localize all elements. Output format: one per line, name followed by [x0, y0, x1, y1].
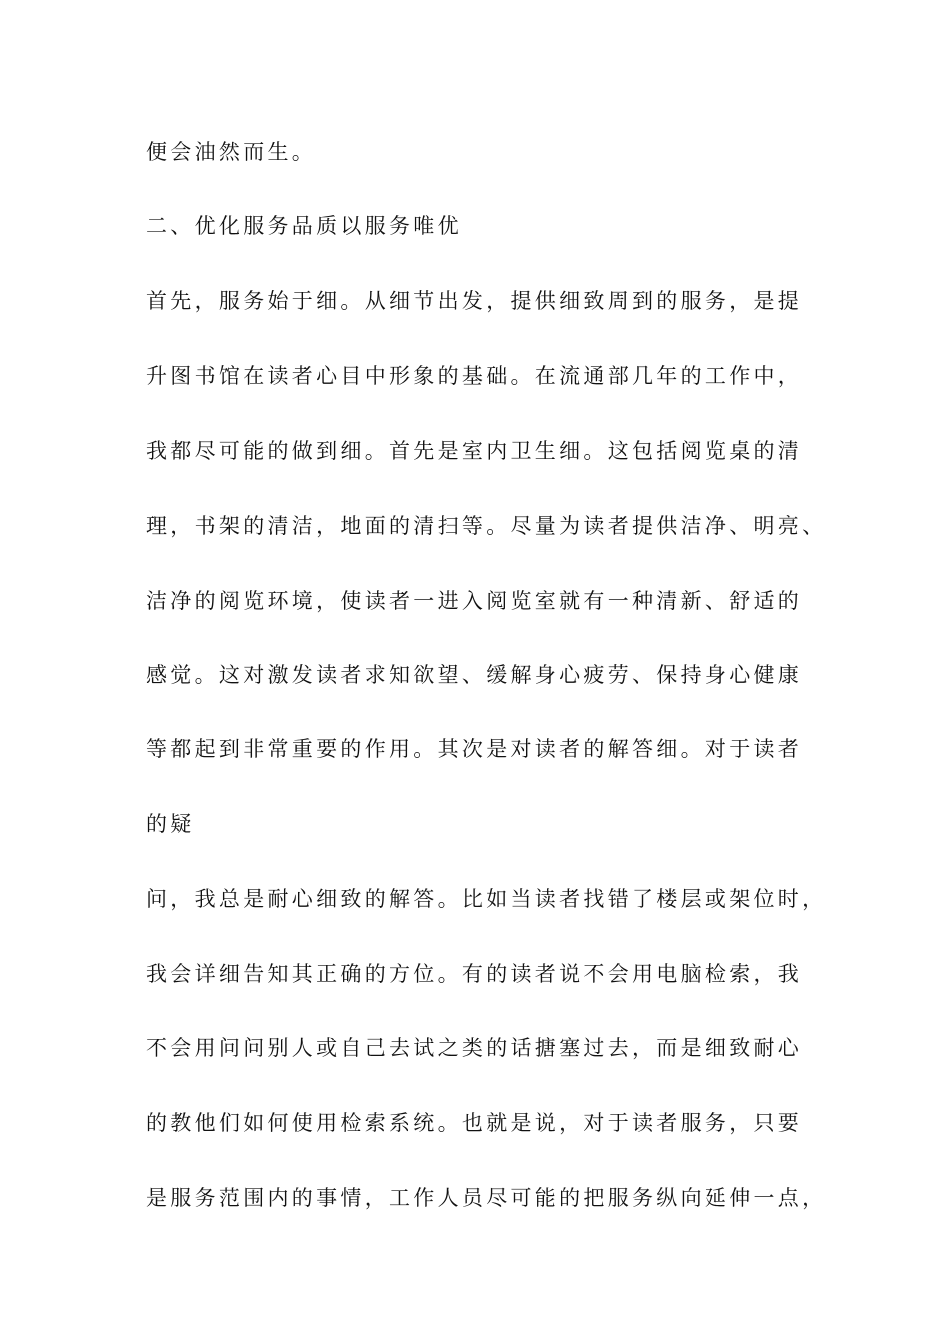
text-line: 便会油然而生。 — [146, 140, 317, 164]
text-line: 首先，服务始于细。从细节出发，提供细致周到的服务，是提 — [146, 289, 803, 313]
text-line: 的疑 — [146, 812, 195, 836]
text-line: 不会用问问别人或自己去试之类的话搪塞过去，而是细致耐心 — [146, 1036, 803, 1060]
text-line: 洁净的阅览环境，使读者一进入阅览室就有一种清新、舒适的 — [146, 589, 803, 613]
text-line: 我会详细告知其正确的方位。有的读者说不会用电脑检索，我 — [146, 962, 803, 986]
text-line: 我都尽可能的做到细。首先是室内卫生细。这包括阅览桌的清 — [146, 439, 803, 463]
section-heading: 二、优化服务品质以服务唯优 — [146, 214, 462, 238]
text-line: 感觉。这对激发读者求知欲望、缓解身心疲劳、保持身心健康 — [146, 663, 803, 687]
text-line: 的教他们如何使用检索系统。也就是说，对于读者服务，只要 — [146, 1111, 803, 1135]
text-line: 问，我总是耐心细致的解答。比如当读者找错了楼层或架位时， — [146, 887, 827, 911]
text-line: 理，书架的清洁，地面的清扫等。尽量为读者提供洁净、明亮、 — [146, 514, 827, 538]
text-line: 等都起到非常重要的作用。其次是对读者的解答细。对于读者 — [146, 737, 803, 761]
text-line: 升图书馆在读者心目中形象的基础。在流通部几年的工作中， — [146, 364, 803, 388]
text-line: 是服务范围内的事情，工作人员尽可能的把服务纵向延伸一点， — [146, 1186, 827, 1210]
